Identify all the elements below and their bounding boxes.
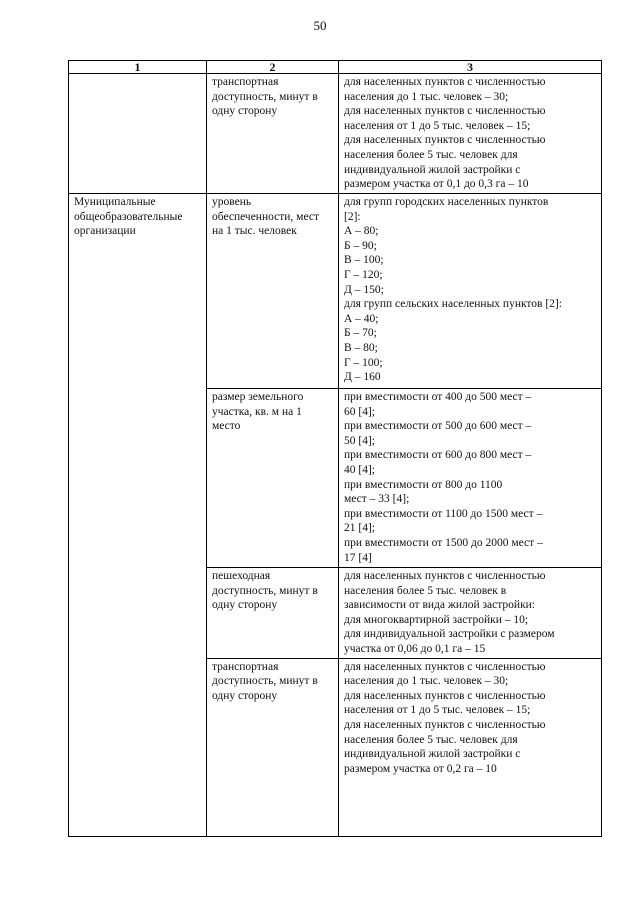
text-line: Б – 90; bbox=[344, 239, 377, 252]
text-line: размером участка от 0,2 га – 10 bbox=[344, 762, 497, 775]
text-line: индивидуальной жилой застройки с bbox=[344, 163, 521, 176]
table-row bbox=[69, 194, 602, 389]
text-line: для населенных пунктов с численностью bbox=[344, 134, 546, 147]
text-line: для населенных пунктов с численностью bbox=[344, 76, 546, 88]
text-line: Г – 120; bbox=[344, 268, 383, 281]
text-line: при вместимости от 600 до 800 мест – bbox=[344, 449, 532, 462]
text-line: индивидуальной жилой застройки с bbox=[344, 748, 521, 761]
text-line: Муниципальные bbox=[74, 196, 156, 208]
text-line: зависимости от вида жилой застройки: bbox=[344, 599, 536, 612]
text-line: для населенных пунктов с численностью bbox=[344, 570, 546, 582]
text-line: 60 [4]; bbox=[344, 405, 375, 418]
row-e-indicator bbox=[207, 658, 339, 836]
text-line: доступность, минут в bbox=[212, 90, 318, 103]
text-line: 21 [4]; bbox=[344, 522, 375, 535]
text-line: размер земельного bbox=[212, 391, 304, 403]
row-e-value bbox=[339, 658, 602, 836]
text-line: для групп городских населенных пунктов bbox=[344, 196, 549, 208]
text-line: В – 80; bbox=[344, 341, 378, 354]
text-line: для населенных пунктов с численностью bbox=[344, 105, 546, 118]
text-line: размером участка от 0,1 до 0,3 га – 10 bbox=[344, 178, 529, 191]
row-d-indicator bbox=[207, 568, 339, 659]
text-line: доступность, минут в bbox=[212, 584, 318, 597]
text-line: общеобразовательные bbox=[74, 210, 183, 223]
text-line: [2]: bbox=[344, 210, 361, 223]
table-header-row bbox=[69, 61, 602, 74]
text-line: организации bbox=[74, 225, 136, 238]
text-line: на 1 тыс. человек bbox=[212, 225, 297, 238]
table-row bbox=[69, 74, 602, 194]
text-line: населения от 1 до 5 тыс. человек – 15; bbox=[344, 704, 531, 717]
row-c-value bbox=[339, 389, 602, 568]
text-line: при вместимости от 500 до 600 мест – bbox=[344, 420, 532, 433]
page-number: 50 bbox=[313, 18, 327, 33]
text-line: при вместимости от 400 до 500 мест – bbox=[344, 391, 532, 403]
text-line: населения до 1 тыс. человек – 30; bbox=[344, 675, 509, 688]
text-line: А – 40; bbox=[344, 312, 379, 325]
text-line: 40 [4]; bbox=[344, 463, 375, 476]
column-header-2: 2 bbox=[207, 61, 339, 74]
text-line: место bbox=[212, 420, 241, 433]
row-a-col1 bbox=[69, 74, 207, 194]
row-b-value bbox=[339, 194, 602, 389]
text-line: при вместимости от 1100 до 1500 мест – bbox=[344, 507, 543, 520]
text-line: населения более 5 тыс. человек в bbox=[344, 584, 507, 597]
text-line: 50 [4]; bbox=[344, 434, 375, 447]
text-line: доступность, минут в bbox=[212, 675, 318, 688]
column-header-1: 1 bbox=[69, 61, 207, 74]
text-line: А – 80; bbox=[344, 225, 379, 238]
text-line: для населенных пунктов с численностью bbox=[344, 689, 546, 702]
column-header-3: 3 bbox=[339, 61, 602, 74]
text-line: Д – 150; bbox=[344, 283, 384, 296]
text-line: при вместимости от 800 до 1100 bbox=[344, 478, 503, 491]
text-line: населения от 1 до 5 тыс. человек – 15; bbox=[344, 119, 531, 132]
text-line: при вместимости от 1500 до 2000 мест – bbox=[344, 536, 543, 549]
text-line: одну сторону bbox=[212, 105, 278, 118]
row-d-value bbox=[339, 568, 602, 659]
row-a-indicator bbox=[207, 74, 339, 194]
text-line: пешеходная bbox=[212, 570, 271, 582]
text-line: участка, кв. м на 1 bbox=[212, 405, 302, 418]
text-line: транспортная bbox=[212, 660, 279, 673]
text-line: населения более 5 тыс. человек для bbox=[344, 148, 518, 161]
text-line: Г – 100; bbox=[344, 356, 383, 369]
row-a-value bbox=[339, 74, 602, 194]
text-line: одну сторону bbox=[212, 689, 278, 702]
requirements-table bbox=[68, 60, 602, 837]
row-b-indicator bbox=[207, 194, 339, 389]
text-line: для групп сельских населенных пунктов [2]: bbox=[344, 298, 562, 311]
text-line: обеспеченности, мест bbox=[212, 210, 319, 223]
text-line: уровень bbox=[212, 196, 252, 208]
text-line: Д – 160 bbox=[344, 371, 381, 384]
row-c-indicator bbox=[207, 389, 339, 568]
text-line: населения более 5 тыс. человек для bbox=[344, 733, 518, 746]
text-line: одну сторону bbox=[212, 599, 278, 612]
row-b-organization bbox=[69, 194, 207, 837]
text-line: транспортная bbox=[212, 76, 279, 88]
text-line: 17 [4] bbox=[344, 551, 372, 564]
text-line: Б – 70; bbox=[344, 327, 377, 340]
text-line: для населенных пунктов с численностью bbox=[344, 718, 546, 731]
text-line: для индивидуальной застройки с размером bbox=[344, 628, 555, 641]
text-line: участка от 0,06 до 0,1 га – 15 bbox=[344, 642, 486, 655]
text-line: для населенных пунктов с численностью bbox=[344, 660, 546, 673]
text-line: для многоквартирной застройки – 10; bbox=[344, 613, 529, 626]
text-line: мест – 33 [4]; bbox=[344, 493, 410, 506]
text-line: В – 100; bbox=[344, 254, 384, 267]
text-line: населения до 1 тыс. человек – 30; bbox=[344, 90, 509, 103]
